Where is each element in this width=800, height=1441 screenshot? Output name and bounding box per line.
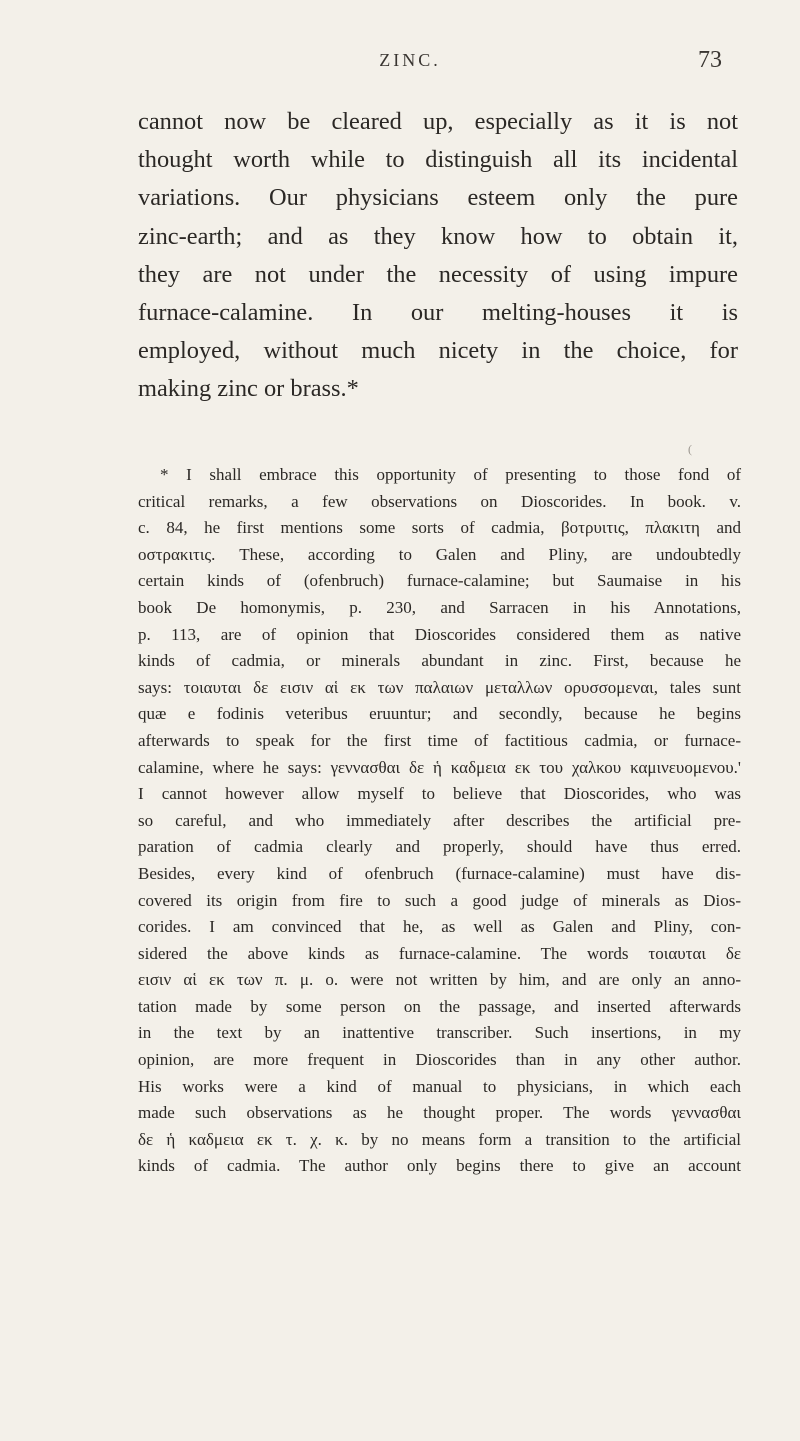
footnote-line: made such observations as he thought proper. The words γεννασθαι <box>138 1103 741 1123</box>
footnote-line: p. 113, are of opinion that Dioscorides considered them as native <box>138 624 741 644</box>
footnote-line: οστρακιτις. These, according to Galen and Pliny, are undoubtedly <box>138 544 741 564</box>
footnote-line: so careful, and who immediately after describes the artificial pre- <box>138 810 741 830</box>
footnote-line: corides. I am convinced that he, as well as Galen and Pliny, con- <box>138 917 741 937</box>
footnote-line: certain kinds of (ofenbruch) furnace-calamine; but Saumaise in his <box>138 571 741 591</box>
footnote-line: book De homonymis, p. 230, and Sarracen in his Annotations, <box>138 597 741 617</box>
footnote-line: c. 84, he first mentions some sorts of cadmia, βοτρυιτις, πλακιτη and <box>138 518 741 538</box>
body-line: thought worth while to distinguish all its incidental <box>138 146 738 174</box>
body-line: making zinc or brass.* <box>138 375 359 403</box>
footnote <box>138 462 741 1180</box>
footnote-line: opinion, are more frequent in Dioscorides than in any other author. <box>138 1050 741 1070</box>
margin-mark: ( <box>688 442 692 456</box>
page-number: 73 <box>698 47 722 73</box>
footnote-line: calamine, where he says: γεννασθαι δε ἡ καδμεια εκ του χαλκου καμινευομενου.' <box>138 757 741 777</box>
footnote-line: paration of cadmia clearly and properly, should have thus erred. <box>138 837 741 857</box>
running-head <box>0 47 800 80</box>
footnote-line: His works were a kind of manual to physicians, in which each <box>138 1076 741 1096</box>
body-line: zinc-earth; and as they know how to obtain it, <box>138 222 738 250</box>
footnote-line: in the text by an inattentive transcriber. Such insertions, in my <box>138 1023 741 1043</box>
body-line: variations. Our physicians esteem only the pure <box>138 184 738 212</box>
body-line: cannot now be cleared up, especially as it is not <box>138 108 738 135</box>
footnote-line: kinds of cadmia, or minerals abundant in zinc. First, because he <box>138 651 741 671</box>
footnote-line: afterwards to speak for the first time of factitious cadmia, or furnace- <box>138 730 741 750</box>
footnote-line: quæ e fodinis veteribus eruuntur; and secondly, because he begins <box>138 704 741 724</box>
footnote-line: I cannot however allow myself to believe that Dioscorides, who was <box>138 784 741 804</box>
footnote-line: δε ἡ καδμεια εκ τ. χ. κ. by no means form a transition to the artificial <box>138 1129 741 1149</box>
footnote-line: kinds of cadmia. The author only begins there to give an account <box>138 1156 741 1176</box>
footnote-line: * I shall embrace this opportunity of presenting to those fond of <box>160 465 741 484</box>
footnote-line: says: τοιαυται δε εισιν αἱ εκ των παλαιων μεταλλων ορυσσομεναι, tales sunt <box>138 677 741 697</box>
body-line: employed, without much nicety in the choice, for <box>138 337 738 365</box>
footnote-line: tation made by some person on the passage, and inserted afterwards <box>138 996 741 1016</box>
footnote-line: covered its origin from fire to such a good judge of minerals as Dios- <box>138 890 741 910</box>
footnote-line: εισιν αἱ εκ των π. μ. ο. were not written by him, and are only an anno- <box>138 970 741 990</box>
body-line: furnace-calamine. In our melting-houses it is <box>138 299 738 327</box>
running-title: ZINC. <box>379 50 441 70</box>
footnote-line: Besides, every kind of ofenbruch (furnace-calamine) must have dis- <box>138 863 741 883</box>
main-paragraph <box>138 103 738 409</box>
body-line: they are not under the necessity of using impure <box>138 260 738 288</box>
footnote-line: sidered the above kinds as furnace-calamine. The words τοιαυται δε <box>138 943 741 963</box>
footnote-line: critical remarks, a few observations on Dioscorides. In book. v. <box>138 491 741 511</box>
